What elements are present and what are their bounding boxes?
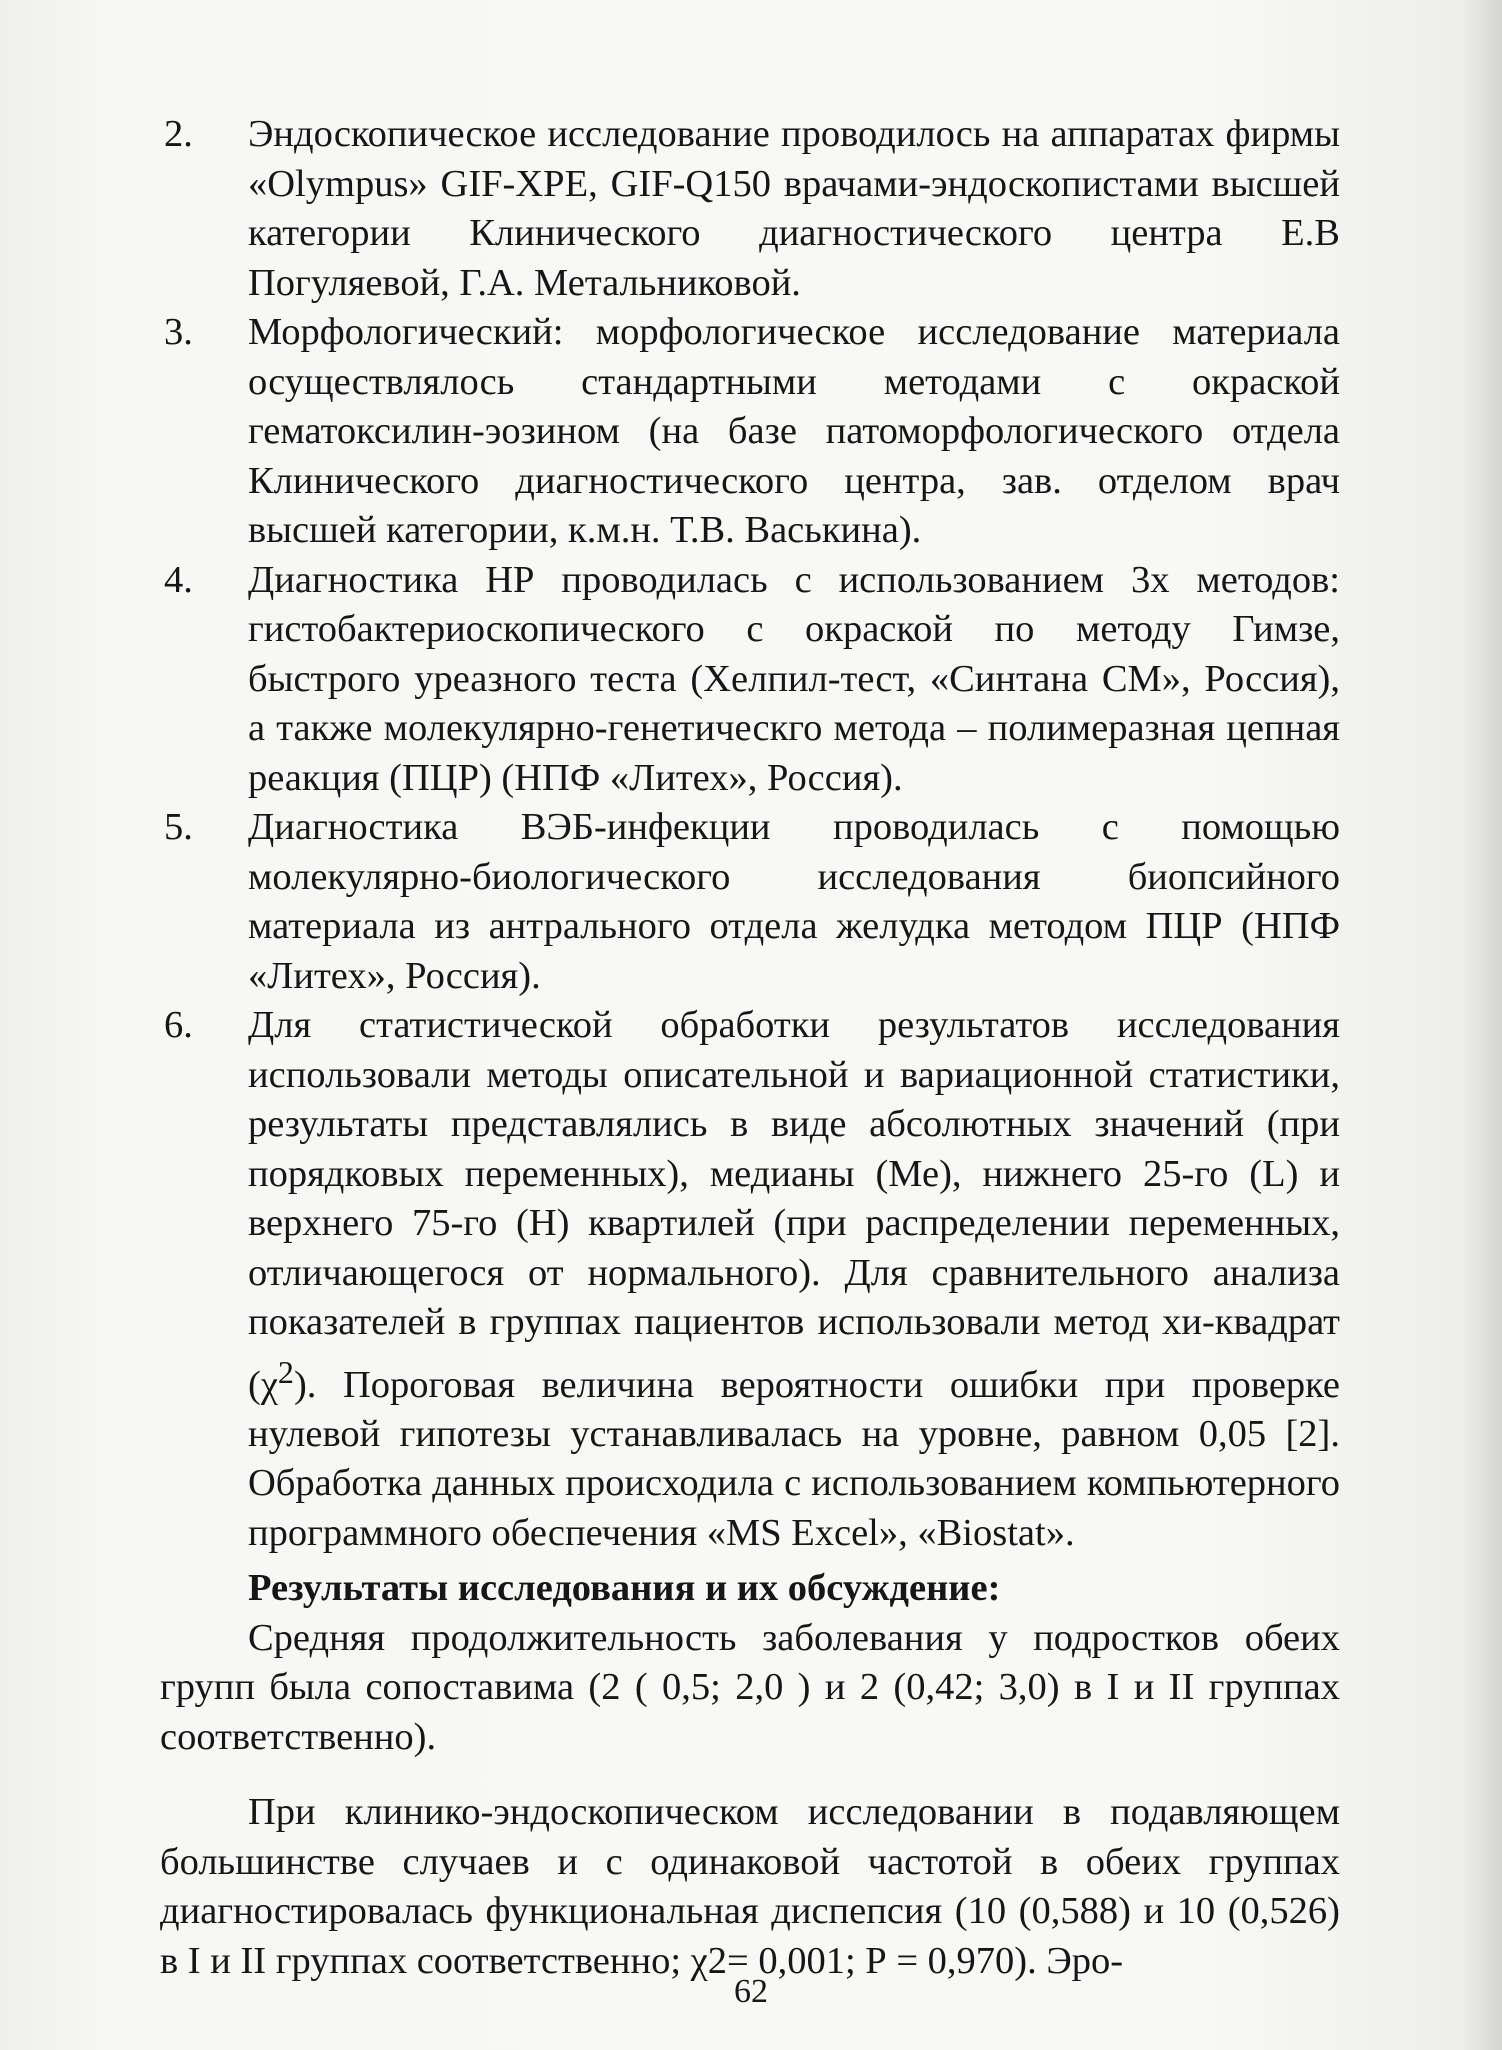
list-item-number: 2. bbox=[164, 113, 193, 155]
list-item-number: 3. bbox=[164, 311, 193, 353]
list-item bbox=[160, 308, 1340, 556]
list-item-text: Эндоскопическое исследование проводилось на аппаратах фирмы «Olympus» GIF-XPE, GIF-Q150 врачами-эндоскопистами высшей категории Клинического диагностического центра Е.В Погуляевой, Г.А. Метальниковой. bbox=[248, 113, 1340, 304]
methods-list bbox=[160, 110, 1340, 1558]
list-item-text-end: ). Пороговая величина вероятности ошибки при проверке нулевой гипотезы устанавливалась на уровне, равном 0,05 [2]. Обработка данных происходила с использованием компьютерного программного обеспечения «MS Excel», «Biostat». bbox=[248, 1363, 1340, 1554]
list-item-text: Диагностика ВЭБ-инфекции проводилась с помощью молекулярно-биологического исследования биопсийного материала из антрального отдела желудка методом ПЦР (НПФ «Литех», Россия). bbox=[248, 806, 1340, 997]
list-item bbox=[160, 803, 1340, 1001]
list-item bbox=[160, 1001, 1340, 1558]
chi-square-superscript: 2 bbox=[277, 1353, 294, 1390]
results-heading: Результаты исследования и их обсуждение: bbox=[248, 1567, 1001, 1610]
page-body bbox=[160, 110, 1340, 1986]
list-item-text-start: Для статистической обработки результатов исследования использовали методы описательной и вариационной статистики, результаты представлялись в виде абсолютных значений (при порядковых переменных), медианы (Ме), нижнего 25-го (L) и верхнего 75-го (Н) квартилей (при распределении переменных, отличающегося от нормального). Для сравнительного анализа показателей в группах пациентов использовали метод хи-квадрат (χ bbox=[248, 1004, 1340, 1406]
page-edge-shadow bbox=[1462, 0, 1502, 2050]
list-item-text: Морфологический: морфологическое исследование материала осуществлялось стандартными методами с окраской гематоксилин-эозином (на базе патоморфологического отдела Клинического диагностического центра, зав. отделом врач высшей категории, к.м.н. Т.В. Васькина). bbox=[248, 311, 1340, 551]
paragraph: Средняя продолжительность заболевания у подростков обеих групп была сопоставима (2 ( 0,5; 2,0 ) и 2 (0,42; 3,0) в I и II группах соответственно). bbox=[160, 1616, 1340, 1758]
page-number: 62 bbox=[734, 1973, 768, 2010]
list-item-text: Диагностика НР проводилась с использованием 3х методов: гистобактериоскопического с окраской по методу Гимзе, быстрого уреазного теста (Хелпил-тест, «Синтана СМ», Россия), а также молекулярно-генетическго метода – полимеразная цепная реакция (ПЦР) (НПФ «Литех», Россия). bbox=[248, 558, 1340, 799]
list-item bbox=[160, 110, 1340, 308]
paragraph: При клинико-эндоскопическом исследовании в подавляющем большинстве случаев и с одинаковой частотой в обеих группах диагностировалась функциональная диспепсия (10 (0,588) и 10 (0,526) в I и II группах соответственно; χ2= 0,001; Р = 0,970). Эро- bbox=[160, 1791, 1340, 1982]
list-item-number: 6. bbox=[164, 1004, 193, 1046]
list-item-number: 5. bbox=[164, 806, 193, 848]
list-item-number: 4. bbox=[164, 558, 193, 601]
list-item bbox=[160, 556, 1340, 804]
